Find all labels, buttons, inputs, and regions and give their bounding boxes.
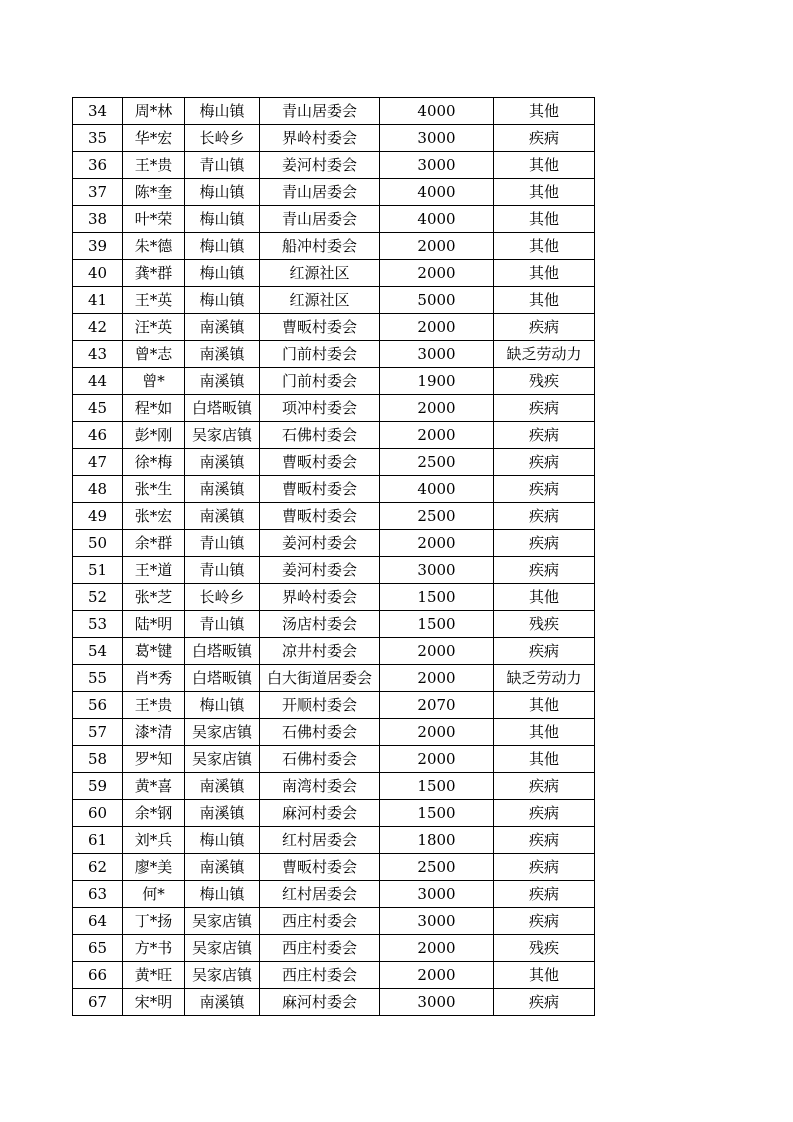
- community-cell: 船冲村委会: [260, 233, 380, 260]
- row-number-cell: 61: [73, 827, 123, 854]
- reason-cell: 残疾: [494, 368, 595, 395]
- reason-cell: 疾病: [494, 908, 595, 935]
- reason-cell: 疾病: [494, 854, 595, 881]
- reason-cell: 缺乏劳动力: [494, 665, 595, 692]
- row-number-cell: 38: [73, 206, 123, 233]
- town-cell: 南溪镇: [185, 989, 260, 1016]
- table-row: [73, 800, 595, 827]
- community-cell: 红村居委会: [260, 881, 380, 908]
- table-row: [73, 233, 595, 260]
- town-cell: 南溪镇: [185, 476, 260, 503]
- town-cell: 南溪镇: [185, 503, 260, 530]
- community-cell: 南湾村委会: [260, 773, 380, 800]
- row-number-cell: 41: [73, 287, 123, 314]
- town-cell: 梅山镇: [185, 98, 260, 125]
- town-cell: 梅山镇: [185, 206, 260, 233]
- table-row: [73, 557, 595, 584]
- reason-cell: 缺乏劳动力: [494, 341, 595, 368]
- name-cell: 叶*荣: [123, 206, 185, 233]
- town-cell: 梅山镇: [185, 179, 260, 206]
- town-cell: 梅山镇: [185, 260, 260, 287]
- amount-cell: 3000: [380, 341, 494, 368]
- name-cell: 王*英: [123, 287, 185, 314]
- row-number-cell: 46: [73, 422, 123, 449]
- town-cell: 长岭乡: [185, 584, 260, 611]
- name-cell: 刘*兵: [123, 827, 185, 854]
- name-cell: 宋*明: [123, 989, 185, 1016]
- reason-cell: 疾病: [494, 476, 595, 503]
- reason-cell: 其他: [494, 287, 595, 314]
- table-row: [73, 206, 595, 233]
- community-cell: 凉井村委会: [260, 638, 380, 665]
- community-cell: 门前村委会: [260, 368, 380, 395]
- table-row: [73, 665, 595, 692]
- row-number-cell: 47: [73, 449, 123, 476]
- community-cell: 门前村委会: [260, 341, 380, 368]
- amount-cell: 1900: [380, 368, 494, 395]
- row-number-cell: 44: [73, 368, 123, 395]
- amount-cell: 1500: [380, 611, 494, 638]
- community-cell: 石佛村委会: [260, 719, 380, 746]
- community-cell: 曹畈村委会: [260, 314, 380, 341]
- name-cell: 程*如: [123, 395, 185, 422]
- town-cell: 吴家店镇: [185, 908, 260, 935]
- community-cell: 姜河村委会: [260, 152, 380, 179]
- town-cell: 吴家店镇: [185, 746, 260, 773]
- name-cell: 罗*知: [123, 746, 185, 773]
- row-number-cell: 64: [73, 908, 123, 935]
- name-cell: 曾*: [123, 368, 185, 395]
- town-cell: 白塔畈镇: [185, 638, 260, 665]
- row-number-cell: 60: [73, 800, 123, 827]
- town-cell: 梅山镇: [185, 827, 260, 854]
- town-cell: 南溪镇: [185, 368, 260, 395]
- town-cell: 青山镇: [185, 611, 260, 638]
- name-cell: 王*贵: [123, 692, 185, 719]
- table-row: [73, 908, 595, 935]
- name-cell: 王*道: [123, 557, 185, 584]
- row-number-cell: 58: [73, 746, 123, 773]
- town-cell: 白塔畈镇: [185, 665, 260, 692]
- name-cell: 黄*喜: [123, 773, 185, 800]
- table-row: [73, 881, 595, 908]
- row-number-cell: 51: [73, 557, 123, 584]
- table-body: [73, 98, 595, 1016]
- amount-cell: 1500: [380, 584, 494, 611]
- name-cell: 方*书: [123, 935, 185, 962]
- row-number-cell: 35: [73, 125, 123, 152]
- town-cell: 青山镇: [185, 557, 260, 584]
- name-cell: 肖*秀: [123, 665, 185, 692]
- reason-cell: 残疾: [494, 935, 595, 962]
- amount-cell: 4000: [380, 98, 494, 125]
- reason-cell: 疾病: [494, 422, 595, 449]
- reason-cell: 其他: [494, 233, 595, 260]
- town-cell: 南溪镇: [185, 449, 260, 476]
- table-row: [73, 287, 595, 314]
- reason-cell: 其他: [494, 98, 595, 125]
- amount-cell: 3000: [380, 881, 494, 908]
- name-cell: 葛*键: [123, 638, 185, 665]
- row-number-cell: 50: [73, 530, 123, 557]
- table-row: [73, 989, 595, 1016]
- table-row: [73, 719, 595, 746]
- town-cell: 南溪镇: [185, 800, 260, 827]
- amount-cell: 4000: [380, 179, 494, 206]
- row-number-cell: 53: [73, 611, 123, 638]
- community-cell: 青山居委会: [260, 206, 380, 233]
- reason-cell: 疾病: [494, 125, 595, 152]
- reason-cell: 其他: [494, 260, 595, 287]
- table-row: [73, 179, 595, 206]
- table-row: [73, 341, 595, 368]
- row-number-cell: 52: [73, 584, 123, 611]
- row-number-cell: 49: [73, 503, 123, 530]
- community-cell: 界岭村委会: [260, 125, 380, 152]
- amount-cell: 2000: [380, 233, 494, 260]
- amount-cell: 3000: [380, 989, 494, 1016]
- name-cell: 何*: [123, 881, 185, 908]
- town-cell: 吴家店镇: [185, 935, 260, 962]
- amount-cell: 2000: [380, 530, 494, 557]
- table-row: [73, 98, 595, 125]
- reason-cell: 疾病: [494, 827, 595, 854]
- community-cell: 曹畈村委会: [260, 854, 380, 881]
- community-cell: 曹畈村委会: [260, 449, 380, 476]
- amount-cell: 2000: [380, 719, 494, 746]
- row-number-cell: 36: [73, 152, 123, 179]
- community-cell: 姜河村委会: [260, 557, 380, 584]
- table-row: [73, 692, 595, 719]
- amount-cell: 2000: [380, 260, 494, 287]
- community-cell: 石佛村委会: [260, 746, 380, 773]
- amount-cell: 2000: [380, 962, 494, 989]
- reason-cell: 疾病: [494, 530, 595, 557]
- row-number-cell: 43: [73, 341, 123, 368]
- community-cell: 青山居委会: [260, 179, 380, 206]
- table-row: [73, 611, 595, 638]
- reason-cell: 其他: [494, 746, 595, 773]
- amount-cell: 2500: [380, 449, 494, 476]
- table-row: [73, 503, 595, 530]
- name-cell: 曾*志: [123, 341, 185, 368]
- table-row: [73, 314, 595, 341]
- table-row: [73, 152, 595, 179]
- amount-cell: 2000: [380, 638, 494, 665]
- row-number-cell: 48: [73, 476, 123, 503]
- row-number-cell: 59: [73, 773, 123, 800]
- reason-cell: 疾病: [494, 449, 595, 476]
- name-cell: 陆*明: [123, 611, 185, 638]
- community-cell: 红源社区: [260, 287, 380, 314]
- reason-cell: 疾病: [494, 881, 595, 908]
- name-cell: 张*芝: [123, 584, 185, 611]
- table-row: [73, 935, 595, 962]
- community-cell: 西庄村委会: [260, 962, 380, 989]
- reason-cell: 其他: [494, 206, 595, 233]
- amount-cell: 5000: [380, 287, 494, 314]
- row-number-cell: 63: [73, 881, 123, 908]
- table-row: [73, 962, 595, 989]
- community-cell: 麻河村委会: [260, 800, 380, 827]
- row-number-cell: 54: [73, 638, 123, 665]
- community-cell: 项冲村委会: [260, 395, 380, 422]
- community-cell: 西庄村委会: [260, 935, 380, 962]
- amount-cell: 2000: [380, 746, 494, 773]
- town-cell: 吴家店镇: [185, 962, 260, 989]
- row-number-cell: 39: [73, 233, 123, 260]
- table-row: [73, 638, 595, 665]
- table-row: [73, 827, 595, 854]
- name-cell: 陈*奎: [123, 179, 185, 206]
- row-number-cell: 67: [73, 989, 123, 1016]
- community-cell: 石佛村委会: [260, 422, 380, 449]
- row-number-cell: 55: [73, 665, 123, 692]
- town-cell: 长岭乡: [185, 125, 260, 152]
- amount-cell: 1500: [380, 773, 494, 800]
- table-row: [73, 773, 595, 800]
- reason-cell: 疾病: [494, 800, 595, 827]
- town-cell: 吴家店镇: [185, 422, 260, 449]
- reason-cell: 疾病: [494, 314, 595, 341]
- town-cell: 吴家店镇: [185, 719, 260, 746]
- name-cell: 彭*刚: [123, 422, 185, 449]
- table-row: [73, 260, 595, 287]
- community-cell: 界岭村委会: [260, 584, 380, 611]
- reason-cell: 其他: [494, 692, 595, 719]
- table-row: [73, 422, 595, 449]
- amount-cell: 2000: [380, 314, 494, 341]
- name-cell: 廖*美: [123, 854, 185, 881]
- row-number-cell: 65: [73, 935, 123, 962]
- assistance-table: [72, 97, 595, 1016]
- row-number-cell: 42: [73, 314, 123, 341]
- reason-cell: 其他: [494, 152, 595, 179]
- community-cell: 姜河村委会: [260, 530, 380, 557]
- amount-cell: 4000: [380, 476, 494, 503]
- row-number-cell: 57: [73, 719, 123, 746]
- community-cell: 汤店村委会: [260, 611, 380, 638]
- name-cell: 张*宏: [123, 503, 185, 530]
- name-cell: 华*宏: [123, 125, 185, 152]
- town-cell: 南溪镇: [185, 341, 260, 368]
- community-cell: 曹畈村委会: [260, 476, 380, 503]
- table-row: [73, 530, 595, 557]
- community-cell: 开顺村委会: [260, 692, 380, 719]
- town-cell: 白塔畈镇: [185, 395, 260, 422]
- reason-cell: 疾病: [494, 395, 595, 422]
- row-number-cell: 45: [73, 395, 123, 422]
- name-cell: 龚*群: [123, 260, 185, 287]
- name-cell: 汪*英: [123, 314, 185, 341]
- reason-cell: 其他: [494, 962, 595, 989]
- town-cell: 青山镇: [185, 530, 260, 557]
- amount-cell: 2500: [380, 854, 494, 881]
- name-cell: 徐*梅: [123, 449, 185, 476]
- amount-cell: 2000: [380, 665, 494, 692]
- community-cell: 红源社区: [260, 260, 380, 287]
- town-cell: 梅山镇: [185, 233, 260, 260]
- town-cell: 南溪镇: [185, 854, 260, 881]
- amount-cell: 3000: [380, 557, 494, 584]
- table-row: [73, 746, 595, 773]
- name-cell: 漆*清: [123, 719, 185, 746]
- row-number-cell: 34: [73, 98, 123, 125]
- table-row: [73, 368, 595, 395]
- name-cell: 余*群: [123, 530, 185, 557]
- reason-cell: 疾病: [494, 557, 595, 584]
- community-cell: 青山居委会: [260, 98, 380, 125]
- amount-cell: 2000: [380, 422, 494, 449]
- row-number-cell: 66: [73, 962, 123, 989]
- row-number-cell: 37: [73, 179, 123, 206]
- row-number-cell: 62: [73, 854, 123, 881]
- name-cell: 余*钢: [123, 800, 185, 827]
- reason-cell: 其他: [494, 719, 595, 746]
- amount-cell: 2070: [380, 692, 494, 719]
- town-cell: 南溪镇: [185, 773, 260, 800]
- name-cell: 朱*德: [123, 233, 185, 260]
- community-cell: 西庄村委会: [260, 908, 380, 935]
- name-cell: 张*生: [123, 476, 185, 503]
- town-cell: 青山镇: [185, 152, 260, 179]
- community-cell: 麻河村委会: [260, 989, 380, 1016]
- amount-cell: 2000: [380, 935, 494, 962]
- name-cell: 王*贵: [123, 152, 185, 179]
- reason-cell: 疾病: [494, 638, 595, 665]
- table-row: [73, 584, 595, 611]
- town-cell: 梅山镇: [185, 692, 260, 719]
- name-cell: 黄*旺: [123, 962, 185, 989]
- table-row: [73, 125, 595, 152]
- amount-cell: 4000: [380, 206, 494, 233]
- community-cell: 红村居委会: [260, 827, 380, 854]
- reason-cell: 其他: [494, 179, 595, 206]
- amount-cell: 1500: [380, 800, 494, 827]
- table-row: [73, 395, 595, 422]
- amount-cell: 2500: [380, 503, 494, 530]
- reason-cell: 疾病: [494, 773, 595, 800]
- row-number-cell: 40: [73, 260, 123, 287]
- amount-cell: 1800: [380, 827, 494, 854]
- town-cell: 梅山镇: [185, 881, 260, 908]
- community-cell: 白大街道居委会: [260, 665, 380, 692]
- amount-cell: 3000: [380, 908, 494, 935]
- reason-cell: 残疾: [494, 611, 595, 638]
- town-cell: 梅山镇: [185, 287, 260, 314]
- table-row: [73, 854, 595, 881]
- amount-cell: 3000: [380, 152, 494, 179]
- community-cell: 曹畈村委会: [260, 503, 380, 530]
- amount-cell: 2000: [380, 395, 494, 422]
- table-row: [73, 449, 595, 476]
- name-cell: 周*林: [123, 98, 185, 125]
- row-number-cell: 56: [73, 692, 123, 719]
- amount-cell: 3000: [380, 125, 494, 152]
- town-cell: 南溪镇: [185, 314, 260, 341]
- name-cell: 丁*扬: [123, 908, 185, 935]
- reason-cell: 其他: [494, 584, 595, 611]
- reason-cell: 疾病: [494, 503, 595, 530]
- table-row: [73, 476, 595, 503]
- reason-cell: 疾病: [494, 989, 595, 1016]
